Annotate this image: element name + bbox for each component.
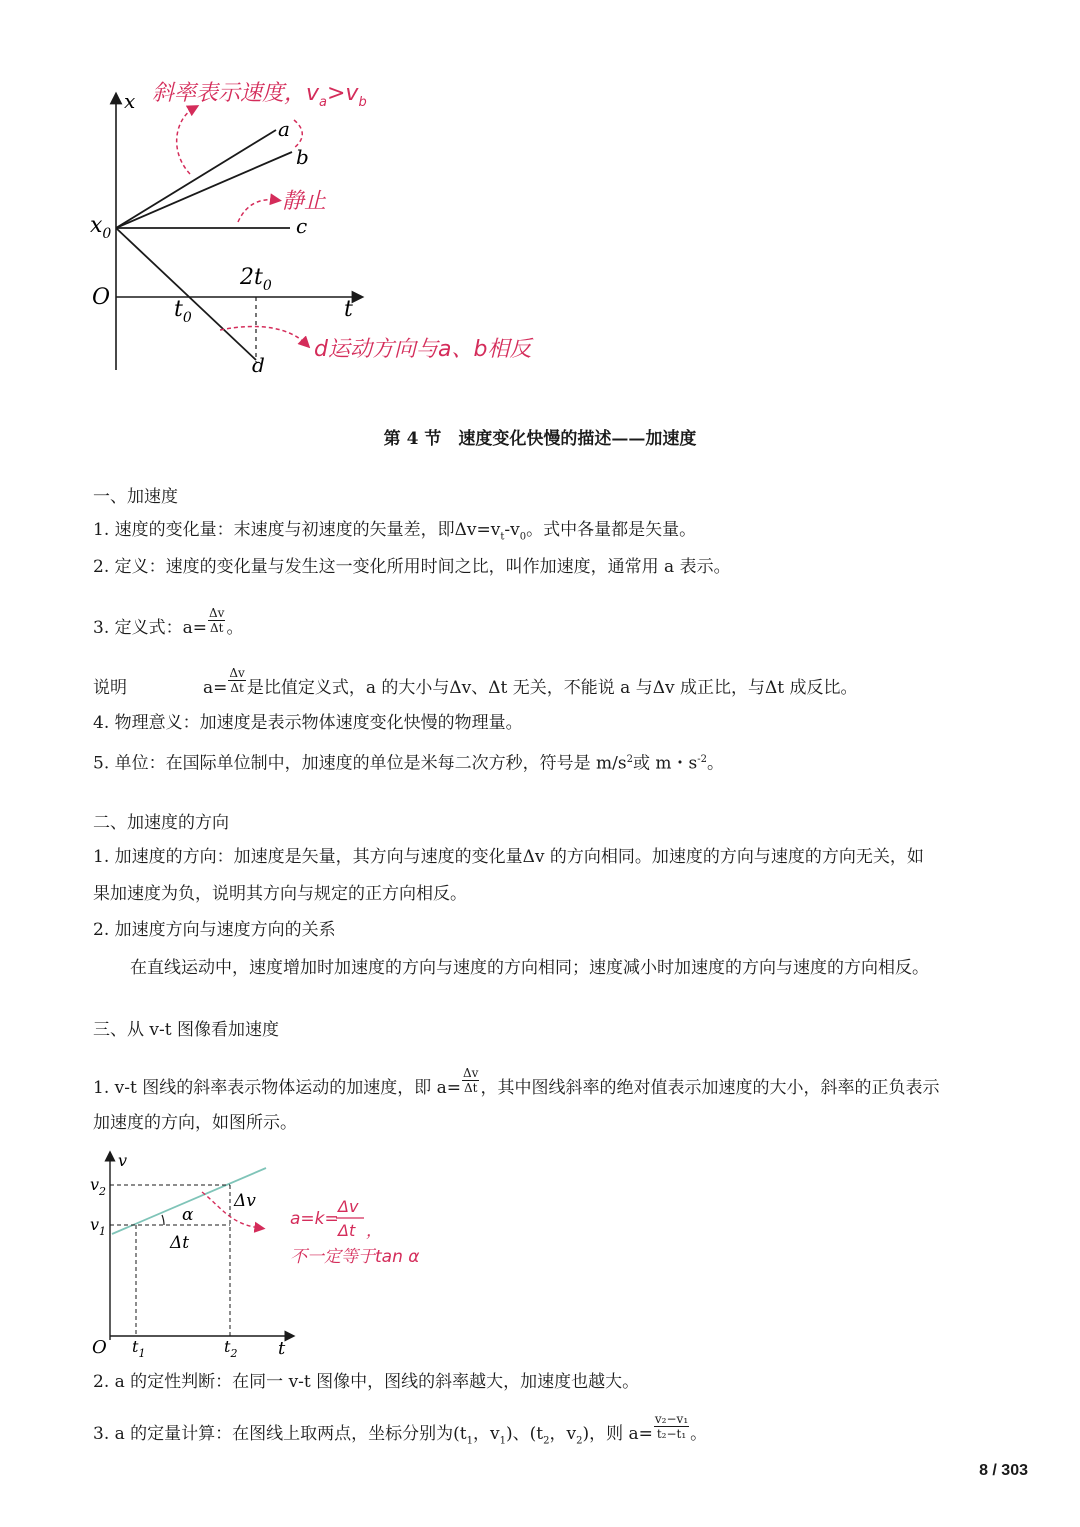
fraction-dv-dt: $\frac{\Delta v}{\Delta t}$ bbox=[229, 666, 245, 695]
fraction-dv-dt: $\frac{\Delta v}{\Delta t}$ bbox=[463, 1066, 479, 1095]
s1-p1: 1. 速度的变化量：末速度与初速度的矢量差，即$\Delta v=v_t-v_0$。式中各量都是矢量。 bbox=[93, 520, 697, 543]
origin-label-2: O bbox=[92, 1337, 107, 1358]
line-a-label: a bbox=[278, 117, 290, 141]
fraction-dv-dt: $\frac{\Delta v}{\Delta t}$ bbox=[209, 606, 225, 635]
line-c-label: c bbox=[296, 214, 308, 238]
annotation-arrow-slope bbox=[177, 108, 194, 174]
t-axis-label: t bbox=[344, 297, 353, 322]
fraction-v2v1-t2t1: $\frac{\text{v₂−v₁}}{\text{t₂−t₁}}$ bbox=[654, 1412, 689, 1441]
s2-heading: 二、加速度的方向 bbox=[93, 813, 229, 833]
annotation-comma: ， bbox=[366, 1221, 383, 1240]
section-title: 第 4 节 速度变化快慢的描述——加速度 bbox=[383, 429, 697, 449]
xt-graph bbox=[80, 70, 600, 390]
s1-p4: 4. 物理意义：加速度是表示物体速度变化快慢的物理量。 bbox=[93, 713, 523, 733]
s2-p1-line1: 1. 加速度的方向：加速度是矢量，其方向与速度的变化量Δv 的方向相同。加速度的方向与速度的方向无关，如 bbox=[93, 847, 924, 867]
line-b-label: b bbox=[296, 145, 309, 169]
v-axis-label: v bbox=[118, 1151, 128, 1170]
t0-label: $t_0$ bbox=[174, 297, 192, 326]
annotation-static: 静止 bbox=[282, 189, 327, 214]
annotation-arrow-d bbox=[220, 326, 306, 344]
v2-label: $v_2$ bbox=[90, 1175, 107, 1198]
annotation-arrow-ab bbox=[294, 120, 302, 148]
alpha-arc bbox=[162, 1215, 164, 1225]
s3-p1: 1. v-t 图线的斜率表示物体运动的加速度，即 a= $\frac{\Delta v}{\Delta t}$ ，其中图线斜率的绝对值表示加速度的大小，斜率的正负表示 bbox=[93, 1066, 940, 1098]
page-number: 8 / 303 bbox=[979, 1462, 1028, 1479]
s1-p3: 3. 定义式：a= $\frac{\Delta v}{\Delta t}$ 。 bbox=[93, 606, 244, 638]
s1-heading: 一、加速度 bbox=[93, 487, 178, 507]
annotation-frac-num: Δv bbox=[338, 1197, 359, 1216]
s3-heading: 三、从 v-t 图像看加速度 bbox=[93, 1020, 279, 1040]
s3-p3: 3. a 的定量计算：在图线上取两点，坐标分别为($t_1$，$v_1$)、($t_2$，$v_2$)，则 a= $\frac{\text{v₂−v₁}}{\text{t₂−t₁}}$ 。 bbox=[93, 1412, 708, 1447]
dt-label: Δt bbox=[170, 1233, 190, 1253]
s1-p5: 5. 单位：在国际单位制中，加速度的单位是米每二次方秒，符号是 $m/s^2$或 m・$s^{-2}$。 bbox=[93, 753, 724, 774]
line-d-label: d bbox=[252, 353, 265, 377]
dv-label: Δv bbox=[234, 1191, 256, 1211]
line-d bbox=[116, 228, 256, 360]
annotation-frac-den: Δt bbox=[338, 1221, 356, 1240]
line-a bbox=[116, 130, 276, 228]
t2-label: $t_2$ bbox=[224, 1337, 238, 1360]
annotation-slope: 斜率表示速度，$v_a>v_b$ bbox=[152, 81, 367, 110]
t-axis-label-2: t bbox=[278, 1338, 286, 1359]
s3-p2: 2. a 的定性判断：在同一 v-t 图像中，图线的斜率越大，加速度也越大。 bbox=[93, 1372, 640, 1392]
origin-label: O bbox=[92, 285, 111, 310]
s2-p1-line2: 果加速度为负，说明其方向与规定的正方向相反。 bbox=[93, 884, 467, 904]
annotation-d-opposite: d运动方向与a、b相反 bbox=[314, 337, 532, 362]
s2-p2-detail: 在直线运动中，速度增加时加速度的方向与速度的方向相同；速度减小时加速度的方向与速度的方向相反。 bbox=[130, 958, 929, 978]
x-axis-label: x bbox=[124, 89, 136, 113]
alpha-label: α bbox=[182, 1205, 194, 1225]
t1-label: $t_1$ bbox=[132, 1337, 146, 1360]
line-b bbox=[116, 152, 292, 228]
s1-p2: 2. 定义：速度的变化量与发生这一变化所用时间之比，叫作加速度，通常用 a 表示。 bbox=[93, 557, 731, 577]
x0-label: $x_0$ bbox=[90, 213, 112, 242]
annotation-arrow-static bbox=[238, 200, 276, 222]
v1-label: $v_1$ bbox=[90, 1215, 107, 1238]
annotation-a-eq-k: a=k= bbox=[290, 1209, 339, 1229]
s2-p2: 2. 加速度方向与速度方向的关系 bbox=[93, 920, 336, 940]
vt-graph bbox=[84, 1148, 464, 1360]
2t0-label: $2t_0$ bbox=[240, 265, 272, 294]
annotation-not-tan: 不一定等于tan α bbox=[290, 1247, 420, 1267]
s3-p1-line2: 加速度的方向，如图所示。 bbox=[93, 1113, 297, 1133]
s1-note: 说明 a= $\frac{\Delta v}{\Delta t}$ 是比值定义式，a 的大小与Δv、Δt 无关，不能说 a 与Δv 成正比，与Δt 成反比。 bbox=[93, 666, 858, 698]
